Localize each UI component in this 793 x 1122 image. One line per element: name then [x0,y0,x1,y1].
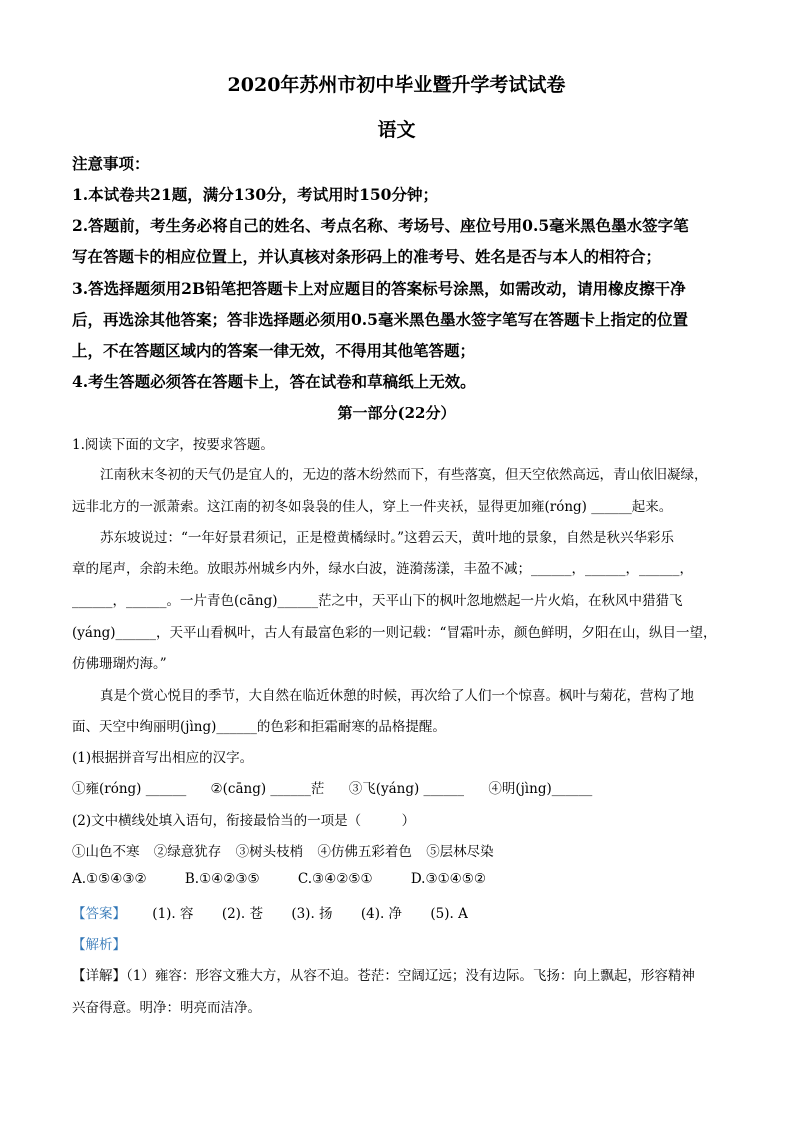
answer-item: (5). A [430,906,468,922]
phrase-item: ②绿意犹存 [153,844,222,860]
passage-line: 苏东坡说过：“一年好景君须记，正是橙黄橘绿时。”这碧云天，黄叶地的景象，自然是秋兴华彩乐 [100,530,675,546]
answer-item: (3). 扬 [291,906,333,922]
note-line: 2.答题前，考生务必将自己的姓名、考点名称、考场号、座位号用0.5毫米黑色墨水签字笔 [72,216,689,235]
detail-line [72,964,722,984]
pinyin-item: ③飞(yáng) ______ [348,781,465,797]
answer-label: 【答案】 [72,906,126,922]
note-line: 写在答题卡的相应位置上，并认真核对条形码上的准考号、姓名是否与本人的相符合； [72,247,662,266]
option-d: D.③①④⑤② [410,871,486,887]
note-line: 后，再选涂其他答案；答非选择题必须用0.5毫米黑色墨水签字笔写在答题卡上指定的位置 [72,310,688,329]
question-intro: 1.阅读下面的文字，按要求答题。 [72,437,274,453]
answer-item: (4). 净 [360,906,403,922]
passage-line: 真是个赏心悦目的季节，大自然在临近休憩的时候，再次给了人们一个惊喜。枫叶与菊花，营构了地 [100,688,694,704]
sub-question-2: (2)文中横线处填入语句，衔接最恰当的一项是（ ） [72,813,416,829]
note-line: 上，不在答题区域内的答案一律无效，不得用其他笔答题； [72,341,476,360]
passage-line: 仿佛珊瑚灼海。” [72,656,167,672]
passage-line: 面、天空中绚丽明(jìng)______的色彩和拒霜耐寒的品格提醒。 [72,719,446,735]
sub-question-1: (1)根据拼音写出相应的汉字。 [72,750,254,766]
subject-title: 语文 [377,119,416,141]
detail-text: （1）雍容：形容文雅大方，从容不迫。苍茫：空阔辽远；没有边际。飞扬：向上飘起，形容精神 [126,968,695,984]
sub-question-2-options [72,871,722,887]
exam-title: 2020年苏州市初中毕业暨升学考试试卷 [227,74,566,96]
passage-line: ______，______。一片青色(cāng)______茫之中，天平山下的枫叶忽地燃起一片火焰，在秋风中猎猎飞 [72,593,683,609]
answer-item: (2). 苍 [221,906,264,922]
notes-heading: 注意事项： [72,154,150,173]
pinyin-item: ①雍(róng) ______ [72,781,187,797]
option-a: A.①⑤④③② [72,871,147,887]
note-line: 1.本试卷共21题，满分130分，考试用时150分钟； [72,185,438,204]
pinyin-item: ④明(jìng)______ [488,781,593,797]
passage-line: (yáng)______，天平山看枫叶，古人有最富色彩的一则记载：“冒霜叶赤，颜色鲜明，夕阳在山，纵目一望， [72,625,717,641]
passage-line: 江南秋末冬初的天气仍是宜人的，无边的落木纷然而下，有些落寞，但天空依然高远，青山依旧凝绿， [100,467,708,483]
phrase-item: ③树头枝梢 [235,844,304,860]
phrase-item: ⑤层林尽染 [426,844,494,860]
sub-question-2-phrases [72,840,722,860]
passage-line: 远非北方的一派萧索。这江南的初冬如袅袅的佳人，穿上一件夹袄，显得更加雍(róng) ______起来。 [72,499,673,515]
answer-line [72,902,722,922]
note-line: 3.答选择题须用2B铅笔把答题卡上对应题目的答案标号涂黑，如需改动，请用橡皮擦干净 [72,279,686,298]
sub-question-1-items [72,777,722,797]
passage-line: 章的尾声，余韵未绝。放眼苏州城乡内外，绿水白波，涟漪荡漾，丰盈不减；______，______，______， [72,561,693,577]
option-c: C.③④②⑤① [297,871,373,887]
part-heading: 第一部分(22分） [337,404,456,422]
phrase-item: ①山色不寒 [72,844,140,860]
phrase-item: ④仿佛五彩着色 [317,844,412,860]
option-b: B.①④②③⑤ [184,871,260,887]
detail-line: 兴奋得意。明净：明亮而洁净。 [72,1000,261,1016]
analysis-label: 【解析】 [72,937,126,953]
note-line: 4.考生答题必须答在答题卡上，答在试卷和草稿纸上无效。 [72,372,476,391]
pinyin-item: ②(cāng) ______茫 [210,781,325,797]
detail-label: 【详解】 [72,968,126,984]
answer-item: (1). 容 [152,906,194,922]
